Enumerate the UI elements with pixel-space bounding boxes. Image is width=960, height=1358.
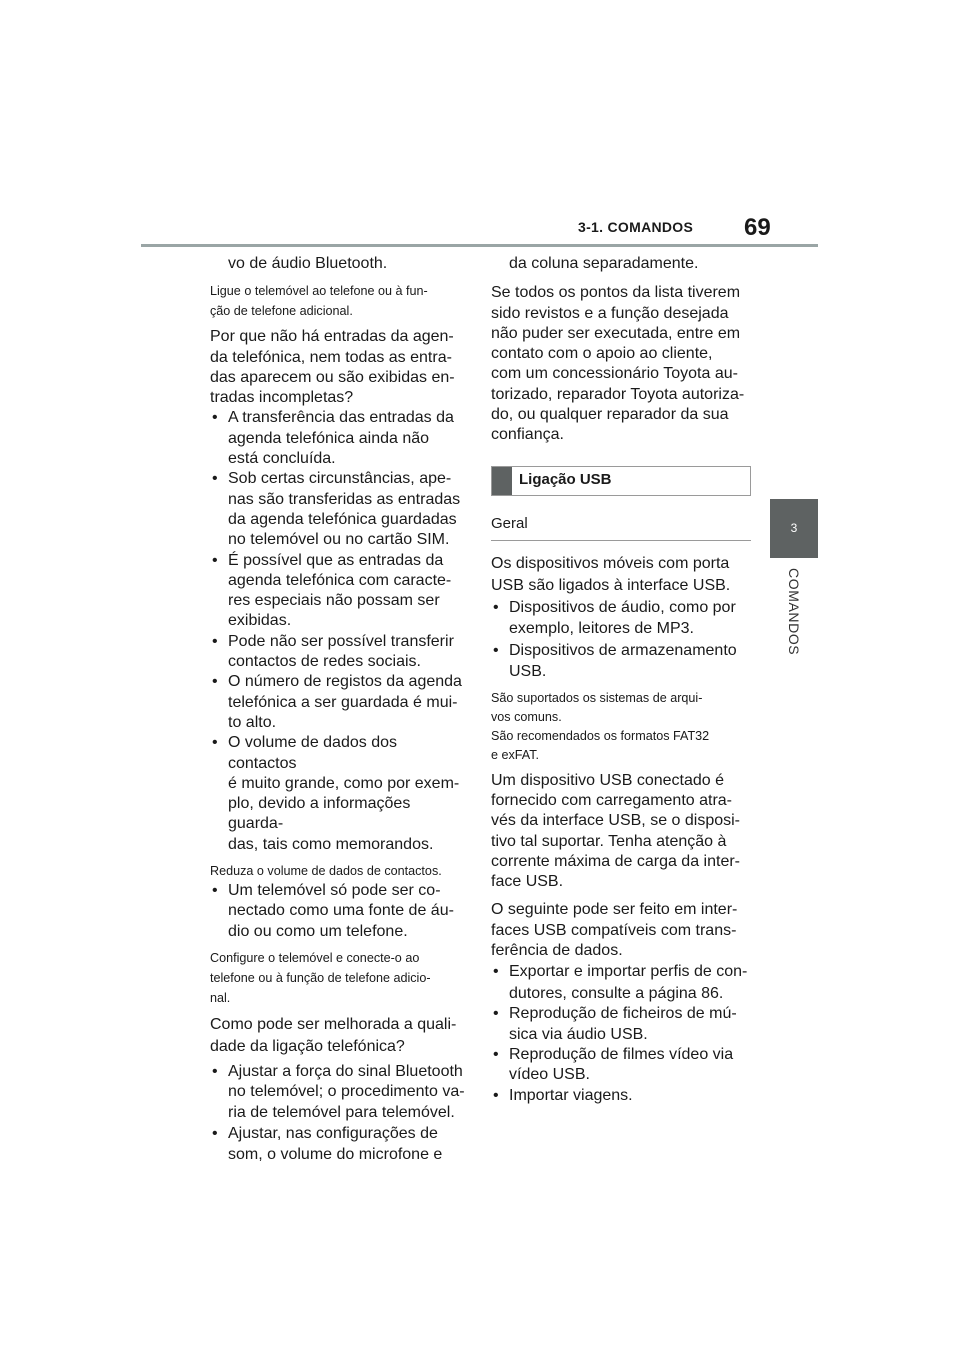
note-paragraph: Configure o telemóvel e conecte-o ao telefone ou à função de telefone adicio- nal. [210,950,431,1005]
continued-text: da coluna separadamente. [509,255,699,272]
list-item: • É possível que as entradas da agenda telefónica com caracte- res especiais não possam ser exibidas. [210,551,468,632]
list-item: • Reprodução de filmes vídeo via vídeo USB. [491,1045,751,1086]
right-column [491,254,751,1106]
header-section: 3-1. COMANDOS [578,219,694,235]
note-paragraph: Reduza o volume de dados de contactos. [210,864,442,879]
list-item: • A transferência das entradas da agenda telefónica ainda não está concluída. [210,408,468,469]
note-paragraph: Ligue o telemóvel ao telefone ou à fun- ção de telefone adicional. [210,284,428,319]
list-item: • Pode não ser possível transferir contactos de redes sociais. [210,632,468,673]
body-paragraph: Os dispositivos móveis com porta USB são ligados à interface USB. [491,554,731,594]
list-item: • Um telemóvel só pode ser co- nectado como uma fonte de áu- dio ou como um telefone. [210,881,468,942]
side-tab-number: 3 [770,499,818,558]
list-item: • O volume de dados dos contactos é muito grande, como por exem- plo, devido a informações guarda- das, tais como memorandos. [210,733,468,855]
side-tab-label: COMANDOS [786,568,802,656]
section-marker [492,467,512,495]
page-number: 69 [744,214,771,241]
body-paragraph: Um dispositivo USB conectado é fornecido com carregamento atra- vés da interface USB, se o disposi- tivo tal suportar. Tenha atenção à corrente máxima de carga da inter- face USB. [491,771,741,891]
section-heading [491,466,751,496]
body-paragraph: Se todos os pontos da lista tiverem sido revistos e a função desejada não puder ser executada, entre em contato com o apoio ao cliente, com um concessionário Toyota au- torizado, reparador Toyota autoriza- do, ou qualquer reparador da sua confiança. [491,284,745,444]
body-paragraph: O seguinte pode ser feito em inter- faces USB compatíveis com trans- ferência de dados. [491,901,738,960]
list-item: • Dispositivos de áudio, como por exemplo, leitores de MP3. [491,597,751,640]
list-item: • Ajustar a força do sinal Bluetooth no telemóvel; o procedimento va- ria de telemóvel para telemóvel. [210,1062,468,1123]
continued-text: vo de áudio Bluetooth. [228,255,388,272]
list-item: • Importar viagens. [491,1086,751,1106]
list-item: • Ajustar, nas configurações de som, o volume do microfone e [210,1123,468,1166]
question-paragraph: Como pode ser melhorada a quali- dade da ligação telefónica? [210,1015,457,1055]
question-paragraph: Por que não há entradas da agen- da telefónica, nem todas as entra- das aparecem ou são exibidas en- tradas incompletas? [210,328,455,407]
left-column [210,254,468,1166]
note-paragraph: São suportados os sistemas de arqui- vos comuns. São recomendados os formatos FAT32 e exFAT. [491,690,710,762]
subsection-heading: Geral [491,510,751,541]
list-item: • Sob certas circunstâncias, ape- nas são transferidas as entradas da agenda telefónica guardadas no telemóvel ou no cartão SIM. [210,469,468,550]
section-title: Ligação USB [519,470,612,488]
list-item: • Exportar e importar perfis de con- dutores, consulte a página 86. [491,961,751,1004]
list-item: • O número de registos da agenda telefónica a ser guardada é mui- to alto. [210,672,468,733]
list-item: • Reprodução de ficheiros de mú- sica via áudio USB. [491,1004,751,1045]
header-rule [141,244,818,247]
list-item: • Dispositivos de armazenamento USB. [491,640,751,683]
